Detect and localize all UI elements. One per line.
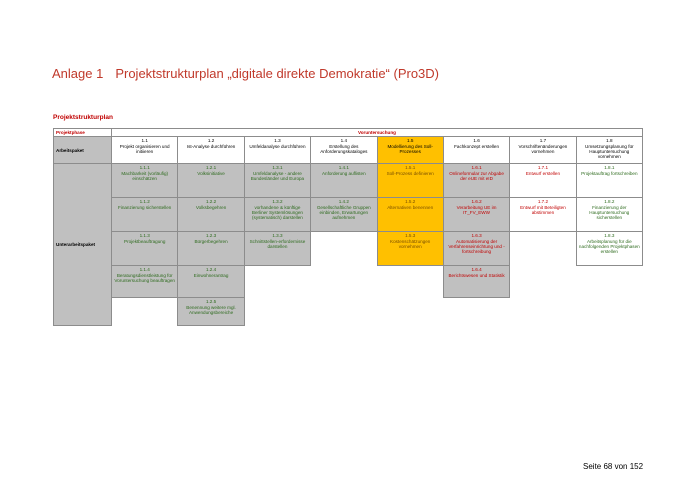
work-package-cell: 1.5 Modellierung des Soll-Prozesses [377,137,443,164]
work-package-label: Arbeitspaket [54,137,112,164]
sub-package-cell: 1.3.1 Umfeldanalyse - andere Bundesländer und Europa [244,164,310,198]
sub-package-cell: 1.4.1 Anforderung auflisten [311,164,377,198]
empty-cell [244,266,310,298]
sub-package-row [54,266,643,298]
empty-cell [510,232,576,266]
heading-title: Projektstrukturplan „digitale direkte Demokratie“ (Pro3D) [115,66,440,81]
work-package-cell: 1.4 Erstellung des Anforderungskataloges [311,137,377,164]
document-heading [52,66,439,81]
phase-row [54,129,643,137]
sub-package-cell: 1.2.1 Volksinitiative [178,164,244,198]
phase-value: Voruntersuchung [112,129,643,137]
empty-cell [311,266,377,298]
sub-package-cell: 1.6.2 Verarbeitung UE im IT_FV_EWW [443,198,509,232]
sub-package-cell: 1.3.3 Schnittstellen-erfordernisse darstellen [244,232,310,266]
sub-package-cell: 1.5.3 Kostenschätzungen vornehmen [377,232,443,266]
sub-package-row [54,198,643,232]
empty-cell [510,266,576,298]
sub-package-cell: 1.6.4 Berichtswesen und Statistik [443,266,509,298]
sub-package-cell: 1.6.3 Automatisierung der Verfahrenseinrichtung und -fortschreibung [443,232,509,266]
sub-package-cell: 1.2.3 Bürgerbegehren [178,232,244,266]
table-title: Projektstrukturplan [53,114,113,121]
sub-package-cell: 1.8.1 Projektauftrag fortschreiben [576,164,642,198]
work-package-cell: 1.7 Vorschriftenänderungen vornehmen [510,137,576,164]
sub-package-cell: 1.2.5 Benennung weitere mgl. Anwendungsbereiche [178,298,244,326]
empty-cell [576,266,642,298]
empty-cell [377,298,443,326]
empty-cell [443,298,509,326]
work-package-cell: 1.6 Fachkonzept erstellen [443,137,509,164]
sub-package-row [54,298,643,326]
sub-package-cell: 1.1.4 Beratungsdienstleistung für Voruntersuchung beauftragen [112,266,178,298]
sub-package-cell: 1.1.3 Projektbeauftragung [112,232,178,266]
empty-cell [311,232,377,266]
heading-number: Anlage 1 [52,66,104,81]
sub-package-cell: 1.8.3 Arbeitsplanung für die nachfolgenden Projektphasen erstellen [576,232,642,266]
page-number: Seite 68 von 152 [583,462,644,471]
sub-package-cell: 1.8.2 Finanzierung der Hauptuntersuchung sicherstellen [576,198,642,232]
sub-package-label: Unterarbeitspaket [54,164,112,326]
empty-cell [377,266,443,298]
sub-package-cell: 1.7.1 Entwurf erstellen [510,164,576,198]
sub-package-cell: 1.7.2 Entwurf mit Beteiligten abstimmen [510,198,576,232]
work-package-row [54,137,643,164]
empty-cell [112,298,178,326]
sub-package-cell: 1.1.2 Finanzierung sicherstellen [112,198,178,232]
empty-cell [311,298,377,326]
sub-package-cell: 1.3.2 vorhandene & künftige Berliner Systemlösungen (systematisch) darstellen [244,198,310,232]
work-package-cell: 1.8 Umsetzungsplanung für Hauptuntersuchung vornehmen [576,137,642,164]
empty-cell [510,298,576,326]
sub-package-cell: 1.6.1 Onlineformular zur Abgabe der eUE mit eID [443,164,509,198]
sub-package-cell: 1.5.1 Soll-Prozess definieren [377,164,443,198]
phase-label: Projektphase [54,129,112,137]
project-structure-table [53,128,643,326]
empty-cell [244,298,310,326]
sub-package-row [54,164,643,198]
sub-package-cell: 1.5.2 Alternativen benennen [377,198,443,232]
sub-package-cell: 1.1.1 Machbarkeit (vorläufig) einschätzen [112,164,178,198]
work-package-cell: 1.1 Projekt organisieren und initiieren [112,137,178,164]
sub-package-cell: 1.2.4 Einwohnerantrag [178,266,244,298]
empty-cell [576,298,642,326]
work-package-cell: 1.3 Umfeldanalyse durchführen [244,137,310,164]
work-package-cell: 1.2 Ist-Analyse durchführen [178,137,244,164]
sub-package-row [54,232,643,266]
sub-package-cell: 1.2.2 Volksbegehren [178,198,244,232]
sub-package-cell: 1.4.2 Gesellschaftliche Gruppen einbinden, Erwartungen aufnehmen [311,198,377,232]
